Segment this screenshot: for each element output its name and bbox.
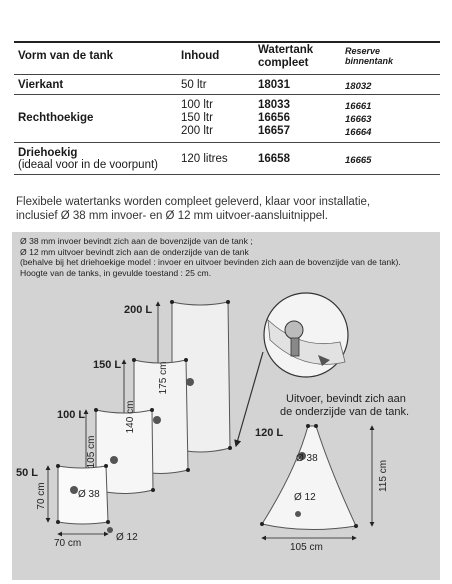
row-rect-shape: Rechthoekige: [18, 112, 94, 124]
label-100l: 100 L: [57, 409, 86, 421]
row-rect-content-1: 100 ltr: [181, 99, 213, 111]
outlet-nipple-icon: [285, 321, 303, 339]
height-115: 115 cm: [378, 459, 389, 493]
diameter-12-tri: Ø 12: [294, 492, 316, 503]
inlet-fitting-icon: [153, 416, 161, 424]
row-square-watertank: 18031: [258, 79, 290, 91]
row-rect-content-2: 150 ltr: [181, 112, 213, 124]
row-rect-watertank-3: 16657: [258, 125, 290, 137]
outlet-caption-line-2: de onderzijde van de tank.: [280, 406, 410, 418]
width-70: 70 cm: [54, 538, 82, 549]
caption-line-2: inclusief Ø 38 mm invoer- en Ø 12 mm uitvoer-aansluitnippel.: [16, 210, 328, 222]
inlet-fitting-icon: [186, 378, 194, 386]
row-tri-watertank: 16658: [258, 153, 290, 165]
outlet-detail-magnifier: [236, 293, 348, 446]
label-120l: 120 L: [255, 427, 284, 439]
note-line: (behalve bij het driehoekige model : invoer en uitvoer bevinden zich aan de bovenzijde van de tank).: [20, 257, 401, 267]
row-square-shape: Vierkant: [18, 79, 64, 91]
row-rect-reserve-3: 16664: [345, 127, 372, 138]
note-line: Ø 38 mm invoer bevindt zich aan de bovenzijde van de tank ;: [20, 236, 253, 246]
tank-120l-triangular: [260, 424, 372, 538]
diameter-12-square: Ø 12: [116, 532, 138, 543]
width-105: 105 cm: [290, 542, 323, 553]
row-rect-reserve-1: 16661: [345, 101, 372, 112]
note-line: Hoogte van de tanks, in gevulde toestand : 25 cm.: [20, 267, 212, 278]
outlet-fitting-icon: [295, 511, 301, 517]
height-105: 105 cm: [86, 435, 97, 469]
outlet-caption-line-1: Uitvoer, bevindt zich aan: [286, 393, 406, 405]
caption-line-1: Flexibele watertanks worden compleet geleverd, klaar voor installatie,: [16, 196, 371, 208]
label-50l: 50 L: [16, 467, 39, 479]
label-150l: 150 L: [93, 359, 122, 371]
label-200l: 200 L: [124, 304, 153, 316]
inlet-fitting-icon: [110, 456, 118, 464]
row-rect-watertank-1: 18033: [258, 99, 290, 111]
height-70: 70 cm: [36, 482, 47, 510]
diameter-38-tri: Ø 38: [296, 453, 318, 464]
row-tri-reserve: 16665: [345, 155, 372, 166]
note-line: Ø 12 mm uitvoer bevindt zich aan de onderzijde van de tank: [20, 246, 249, 257]
row-square-content: 50 ltr: [181, 79, 207, 91]
row-rect-content-3: 200 ltr: [181, 125, 213, 137]
header-reserve: Reserve binnentank: [345, 46, 394, 66]
row-square-reserve: 18032: [345, 81, 372, 92]
diameter-38-square: Ø 38: [78, 489, 100, 500]
header-watertank: Watertank compleet: [258, 44, 314, 69]
row-rect-reserve-2: 16663: [345, 114, 372, 125]
row-tri-shape: Driehoekig: [18, 147, 78, 159]
inlet-fitting-icon: [70, 486, 78, 494]
height-140: 140 cm: [125, 400, 136, 434]
outlet-fitting-icon: [107, 527, 113, 533]
header-shape: Vorm van de tank: [18, 50, 114, 62]
row-tri-content: 120 litres: [181, 153, 228, 165]
header-content: Inhoud: [181, 50, 220, 62]
height-175: 175 cm: [158, 361, 169, 395]
row-tri-shape-sub: (ideaal voor in de voorpunt): [18, 159, 158, 171]
row-rect-watertank-2: 16656: [258, 112, 290, 124]
